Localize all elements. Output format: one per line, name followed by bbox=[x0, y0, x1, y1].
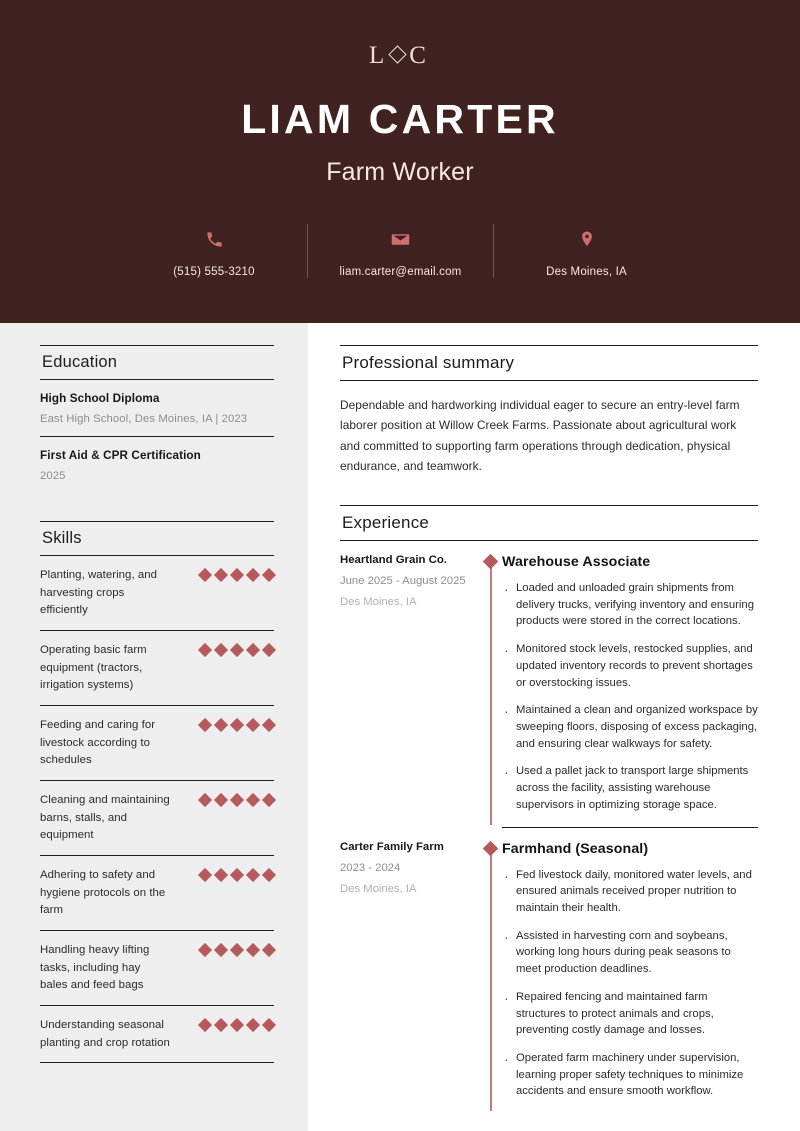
experience-detail bbox=[502, 554, 758, 825]
skill-label: Cleaning and maintaining barns, stalls, and equipment bbox=[40, 794, 170, 842]
section-heading-experience: Experience bbox=[340, 505, 758, 541]
skill-item bbox=[40, 931, 274, 1006]
rating-diamond-icon bbox=[230, 943, 244, 957]
rating-diamond-icon bbox=[230, 1018, 244, 1032]
skill-rating bbox=[200, 1017, 274, 1030]
rating-diamond-icon bbox=[214, 1018, 228, 1032]
skill-item bbox=[40, 781, 274, 856]
diamond-icon bbox=[389, 45, 407, 63]
rating-diamond-icon bbox=[230, 643, 244, 657]
experience-meta bbox=[340, 554, 480, 825]
education-degree: First Aid & CPR Certification bbox=[40, 449, 201, 462]
skill-label: Handling heavy lifting tasks, including hay bales and feed bags bbox=[40, 944, 150, 992]
experience-location: Des Moines, IA bbox=[340, 595, 417, 608]
rating-diamond-icon bbox=[246, 943, 260, 957]
bullet-item: · Fed livestock daily, monitored water levels, and ensured animals received proper nutrition to maintain their health. bbox=[502, 867, 758, 917]
contact-phone[interactable] bbox=[121, 224, 307, 278]
education-meta: 2025 bbox=[40, 470, 66, 482]
resume-header bbox=[0, 0, 800, 323]
experience-dates: June 2025 - August 2025 bbox=[340, 574, 466, 587]
monogram-initial-right: C bbox=[409, 42, 431, 69]
experience-bullets bbox=[502, 580, 758, 814]
experience-bullets bbox=[502, 867, 758, 1101]
rating-diamond-icon bbox=[246, 1018, 260, 1032]
skill-label: Feeding and caring for livestock according to schedules bbox=[40, 719, 156, 767]
section-spacer bbox=[340, 477, 758, 505]
rating-diamond-icon bbox=[214, 868, 228, 882]
rating-diamond-icon bbox=[262, 568, 276, 582]
skill-rating bbox=[200, 792, 274, 805]
resume-body bbox=[0, 323, 800, 1131]
bullet-item: · Operated farm machinery under supervision, learning proper safety techniques to minimize accidents and ensure smooth workflow. bbox=[502, 1050, 758, 1100]
skill-item bbox=[40, 1006, 274, 1063]
contact-location-value: Des Moines, IA bbox=[546, 266, 627, 279]
skills-list bbox=[40, 556, 274, 1063]
rating-diamond-icon bbox=[262, 718, 276, 732]
rating-diamond-icon bbox=[230, 793, 244, 807]
rating-diamond-icon bbox=[198, 1018, 212, 1032]
timeline-diamond-icon bbox=[483, 840, 499, 856]
rating-diamond-icon bbox=[246, 643, 260, 657]
rating-diamond-icon bbox=[262, 943, 276, 957]
skill-item bbox=[40, 856, 274, 931]
education-item bbox=[40, 436, 274, 493]
section-heading-skills: Skills bbox=[40, 521, 274, 556]
rating-diamond-icon bbox=[230, 568, 244, 582]
bullet-item: · Maintained a clean and organized workspace by sweeping floors, disposing of excess packaging, and ensuring clear walkways for safety. bbox=[502, 702, 758, 752]
education-degree: High School Diploma bbox=[40, 392, 160, 405]
education-item bbox=[40, 380, 274, 436]
rating-diamond-icon bbox=[246, 568, 260, 582]
rating-diamond-icon bbox=[214, 718, 228, 732]
rating-diamond-icon bbox=[198, 718, 212, 732]
timeline-rail bbox=[480, 841, 502, 1112]
contact-email[interactable] bbox=[307, 224, 493, 278]
experience-item bbox=[340, 541, 758, 825]
candidate-name: LIAM CARTER bbox=[241, 96, 559, 142]
contact-bar bbox=[40, 224, 760, 278]
skill-item bbox=[40, 556, 274, 631]
timeline-line bbox=[490, 849, 492, 1112]
rating-diamond-icon bbox=[230, 868, 244, 882]
rating-diamond-icon bbox=[198, 643, 212, 657]
rating-diamond-icon bbox=[214, 643, 228, 657]
section-spacer bbox=[40, 493, 274, 521]
bullet-item: · Used a pallet jack to transport large shipments across the facility, assisting warehouse supervisors in optimizing storage space. bbox=[502, 763, 758, 813]
rating-diamond-icon bbox=[198, 568, 212, 582]
experience-location: Des Moines, IA bbox=[340, 882, 417, 895]
education-list bbox=[40, 380, 274, 493]
skill-rating bbox=[200, 567, 274, 580]
experience-company: Heartland Grain Co. bbox=[340, 553, 447, 566]
experience-role: Warehouse Associate bbox=[502, 553, 651, 570]
experience-company: Carter Family Farm bbox=[340, 840, 444, 853]
skill-rating bbox=[200, 642, 274, 655]
skill-item bbox=[40, 706, 274, 781]
email-icon bbox=[312, 224, 489, 254]
contact-location[interactable] bbox=[493, 224, 679, 278]
skill-label: Adhering to safety and hygiene protocols on the farm bbox=[40, 869, 166, 917]
rating-diamond-icon bbox=[262, 643, 276, 657]
education-meta: East High School, Des Moines, IA | 2023 bbox=[40, 413, 248, 425]
contact-phone-value: (515) 555-3210 bbox=[173, 266, 255, 279]
sidebar-column bbox=[0, 323, 308, 1131]
skill-rating bbox=[200, 942, 274, 955]
section-heading-education: Education bbox=[40, 345, 274, 380]
timeline-rail bbox=[480, 554, 502, 825]
rating-diamond-icon bbox=[230, 718, 244, 732]
location-pin-icon bbox=[498, 224, 675, 254]
skill-label: Operating basic farm equipment (tractors, irrigation systems) bbox=[40, 644, 147, 692]
rating-diamond-icon bbox=[198, 943, 212, 957]
bullet-item: · Assisted in harvesting corn and soybeans, working long hours during peak seasons to meet production deadlines. bbox=[502, 928, 758, 978]
experience-meta bbox=[340, 841, 480, 1112]
experience-role: Farmhand (Seasonal) bbox=[502, 840, 649, 857]
timeline-diamond-icon bbox=[483, 554, 499, 570]
rating-diamond-icon bbox=[214, 793, 228, 807]
rating-diamond-icon bbox=[262, 1018, 276, 1032]
skill-rating bbox=[200, 717, 274, 730]
rating-diamond-icon bbox=[246, 868, 260, 882]
rating-diamond-icon bbox=[198, 793, 212, 807]
phone-icon bbox=[125, 224, 303, 254]
skill-label: Planting, watering, and harvesting crops efficiently bbox=[40, 569, 158, 617]
skill-rating bbox=[200, 867, 274, 880]
main-column bbox=[308, 323, 800, 1131]
skill-label: Understanding seasonal planting and crop rotation bbox=[40, 1019, 170, 1049]
rating-diamond-icon bbox=[198, 868, 212, 882]
monogram-initial-left: L bbox=[369, 42, 390, 69]
contact-email-value: liam.carter@email.com bbox=[339, 266, 462, 279]
skill-item bbox=[40, 631, 274, 706]
rating-diamond-icon bbox=[262, 793, 276, 807]
monogram-logo bbox=[40, 36, 760, 76]
rating-diamond-icon bbox=[214, 568, 228, 582]
timeline-line bbox=[490, 562, 492, 825]
rating-diamond-icon bbox=[262, 868, 276, 882]
experience-detail bbox=[502, 841, 758, 1112]
rating-diamond-icon bbox=[246, 793, 260, 807]
bullet-item: · Loaded and unloaded grain shipments from delivery trucks, verifying inventory and ensuring products were stored in the correct locations. bbox=[502, 580, 758, 630]
candidate-job-title: Farm Worker bbox=[326, 158, 474, 187]
section-heading-summary: Professional summary bbox=[340, 345, 758, 381]
bullet-item: · Repaired fencing and maintained farm structures to protect animals and crops, preventing costly damage and losses. bbox=[502, 989, 758, 1039]
experience-item bbox=[340, 828, 758, 1112]
rating-diamond-icon bbox=[214, 943, 228, 957]
bullet-item: · Monitored stock levels, restocked supplies, and updated inventory records to prevent shortages or overstocking issues. bbox=[502, 641, 758, 691]
summary-text: Dependable and hardworking individual eager to secure an entry-level farm laborer position at Willow Creek Farms. Passionate about agricultural work and committed to supporting farm operations through dedication, physical endurance, and teamwork. bbox=[340, 398, 740, 474]
experience-dates: 2023 - 2024 bbox=[340, 861, 401, 874]
rating-diamond-icon bbox=[246, 718, 260, 732]
